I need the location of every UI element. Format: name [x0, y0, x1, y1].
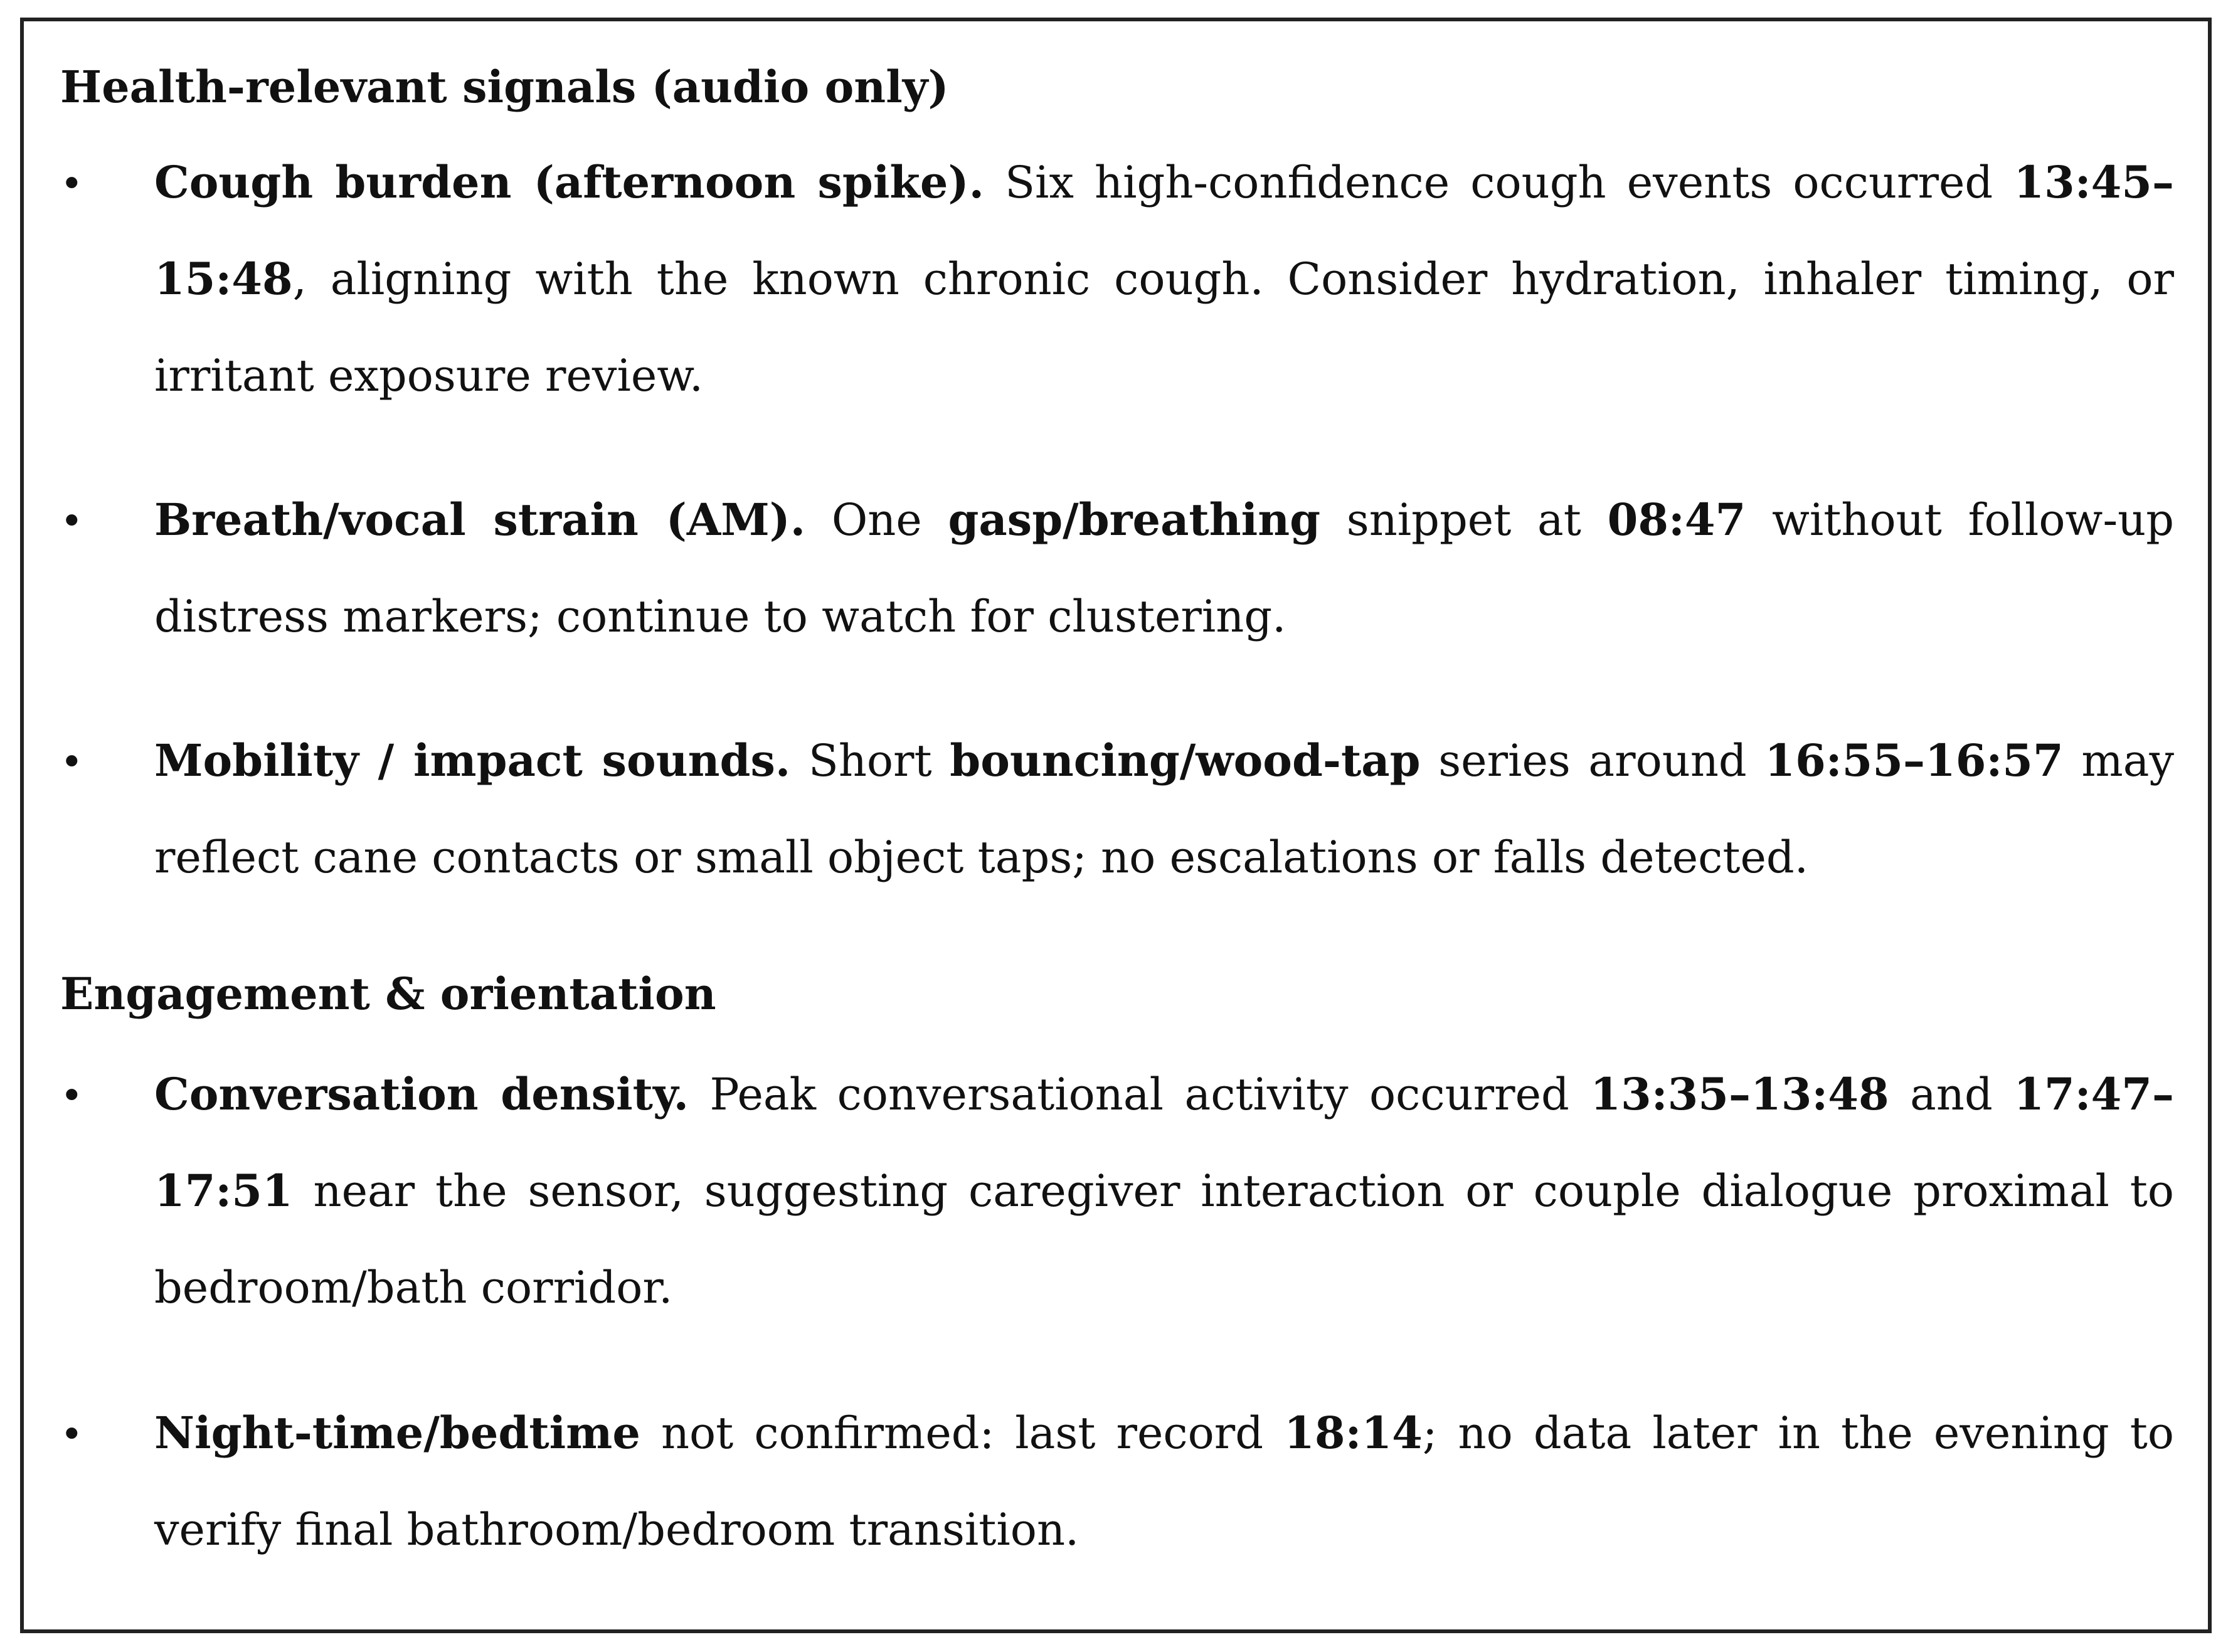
- bullet-icon: •: [60, 498, 83, 544]
- item-text: One: [805, 494, 948, 546]
- item-text: snippet at: [1320, 494, 1608, 546]
- bullet-icon: •: [60, 1411, 83, 1457]
- item-lead: Night-time/bedtime: [154, 1407, 640, 1459]
- bullet-icon: •: [60, 1072, 83, 1118]
- time-range: 17:47–17:51: [154, 1068, 2174, 1217]
- section-heading-engagement: Engagement & orientation: [60, 968, 716, 1020]
- list-item-breath-strain: [154, 472, 2174, 665]
- event-label: gasp/breathing: [948, 494, 1321, 546]
- item-lead: Mobility / impact sounds.: [154, 734, 791, 786]
- time-value: 18:14: [1284, 1407, 1423, 1459]
- item-text: near the sensor, suggesting caregiver interaction or couple dialogue proximal to bedroom/bath corridor.: [154, 1165, 2174, 1313]
- item-text: ; no data later in the evening to verify final bathroom/bedroom transition.: [154, 1407, 2174, 1555]
- section-heading-health-signals: Health-relevant signals (audio only): [60, 61, 949, 113]
- list-item-bedtime: [154, 1385, 2174, 1578]
- time-range: 13:45–15:48: [154, 156, 2174, 305]
- item-text: series around: [1420, 735, 1765, 786]
- bullet-icon: •: [60, 161, 83, 206]
- item-text: not confirmed: last record: [640, 1407, 1285, 1459]
- time-value: 08:47: [1607, 494, 1746, 546]
- bullet-icon: •: [60, 739, 83, 785]
- list-item-mobility-sounds: [154, 712, 2174, 906]
- list-item-conversation-density: [154, 1046, 2174, 1336]
- time-range: 16:55–16:57: [1764, 734, 2064, 786]
- item-text: and: [1889, 1069, 2014, 1120]
- event-label: bouncing/wood-tap: [950, 734, 1421, 786]
- item-text: Peak conversational activity occurred: [689, 1069, 1591, 1120]
- item-text: , aligning with the known chronic cough. Consider hydration, inhaler timing, or irritant exposure review.: [154, 253, 2174, 401]
- item-lead: Cough burden (afternoon spike).: [154, 156, 984, 208]
- item-lead: Conversation density.: [154, 1068, 689, 1120]
- item-text: may reflect cane contacts or small object taps; no escalations or falls detected.: [154, 735, 2174, 883]
- list-item-cough-burden: [154, 134, 2174, 424]
- item-text: without follow-up distress markers; continue to watch for clustering.: [154, 494, 2175, 642]
- time-range: 13:35–13:48: [1590, 1068, 1889, 1120]
- item-text: Short: [790, 735, 950, 786]
- item-text: Six high-confidence cough events occurred: [984, 157, 2014, 208]
- item-lead: Breath/vocal strain (AM).: [154, 494, 806, 546]
